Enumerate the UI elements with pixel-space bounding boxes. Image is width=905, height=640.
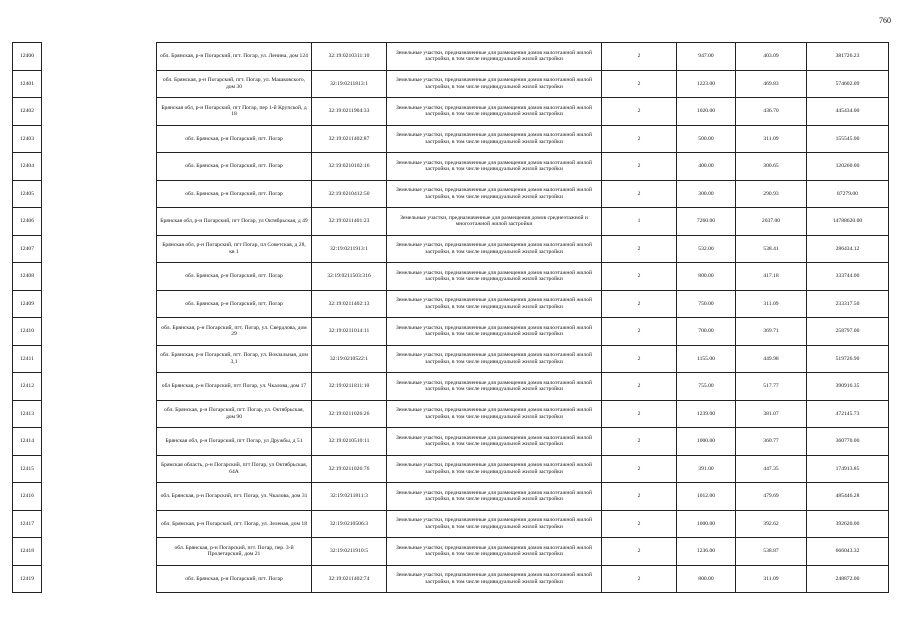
cell-record-id: 12416 (13, 483, 42, 511)
cell-area: 7260.00 (677, 208, 736, 236)
cell-land-purpose: Земельные участки, предназначенные для размещения домов малоэтажной жилой застройки, в том числе индивидуальной жилой застройки (387, 70, 602, 98)
cell-area: 300.00 (677, 180, 736, 208)
cell-address: обл. Брянская, р-н Погарский, пгт. Погар, ул. Вокзальная, дом 3,1 (157, 345, 312, 373)
cell-cadastral-number: 32:19:0211811:10 (312, 373, 387, 401)
cell-address: обл. Брянская, р-н Погарский, пгт. Погар, ул. Октябрьская, дом 90 (157, 400, 312, 428)
cell-specific-value: 538.87 (736, 538, 807, 566)
cell-cadastral-value: 519726.90 (807, 345, 889, 373)
cell-cadastral-number: 32:19:0210510:11 (312, 428, 387, 456)
cell-address: обл. Брянская, р-н Погарский, пгт. Погар (157, 565, 312, 593)
cell-gap (42, 373, 157, 401)
cell-cadastral-value: 485446.28 (807, 483, 889, 511)
cell-cadastral-value: 120260.00 (807, 153, 889, 181)
cell-cadastral-value: 472145.73 (807, 400, 889, 428)
cell-group: 2 (602, 235, 677, 263)
cell-area: 500.00 (677, 125, 736, 153)
cell-group: 2 (602, 565, 677, 593)
cell-cadastral-value: 392620.00 (807, 510, 889, 538)
cell-group: 2 (602, 290, 677, 318)
cell-address: обл. Брянская, р-н Погарский, пгт. Погар, ул. Свердлова, дом 29 (157, 318, 312, 346)
cell-gap (42, 400, 157, 428)
cell-record-id: 12403 (13, 125, 42, 153)
table-row (13, 263, 889, 291)
cell-land-purpose: Земельные участки, предназначенные для размещения домов малоэтажной жилой застройки, в том числе индивидуальной жилой застройки (387, 483, 602, 511)
cell-specific-value: 469.83 (736, 70, 807, 98)
cell-record-id: 12400 (13, 43, 42, 71)
cell-group: 2 (602, 98, 677, 126)
cell-cadastral-value: 248872.00 (807, 565, 889, 593)
cell-cadastral-value: 381726.23 (807, 43, 889, 71)
cell-area: 755.00 (677, 373, 736, 401)
cell-cadastral-value: 360770.00 (807, 428, 889, 456)
cell-address: Брянская обл, р-н Погарский, пгт Погар, пер 1-й Крупской, д 18 (157, 98, 312, 126)
cell-area: 700.00 (677, 318, 736, 346)
cell-area: 750.00 (677, 290, 736, 318)
cell-group: 2 (602, 43, 677, 71)
cell-group: 2 (602, 153, 677, 181)
table-row (13, 125, 889, 153)
cell-address: обл. Брянская, р-н Погарский, пгт. Погар (157, 125, 312, 153)
cadastral-registry-table (12, 42, 889, 593)
cell-area: 532.00 (677, 235, 736, 263)
cell-gap (42, 483, 157, 511)
cell-gap (42, 180, 157, 208)
cell-group: 2 (602, 373, 677, 401)
cell-specific-value: 311.09 (736, 290, 807, 318)
cell-cadastral-number: 32:19:0211813:1 (312, 70, 387, 98)
cell-group: 2 (602, 538, 677, 566)
cell-address: Брянская обл, р-н Погарский, пгт Погар, ул Октябрьская, д 49 (157, 208, 312, 236)
cell-cadastral-value: 286434.12 (807, 235, 889, 263)
table-row (13, 70, 889, 98)
cell-group: 2 (602, 180, 677, 208)
cell-cadastral-value: 233317.50 (807, 290, 889, 318)
table-row (13, 510, 889, 538)
table-row (13, 538, 889, 566)
cell-land-purpose: Земельные участки, предназначенные для размещения домов малоэтажной жилой застройки, в том числе индивидуальной жилой застройки (387, 565, 602, 593)
cell-gap (42, 153, 157, 181)
cell-specific-value: 403.09 (736, 43, 807, 71)
cell-address: обл. Брянская, р-н Погарский, пгт. Погар (157, 263, 312, 291)
cell-cadastral-value: 666043.32 (807, 538, 889, 566)
cell-record-id: 12406 (13, 208, 42, 236)
cell-specific-value: 538.41 (736, 235, 807, 263)
table-row (13, 565, 889, 593)
cell-cadastral-number: 32:19:0210412:50 (312, 180, 387, 208)
cell-area: 1000.00 (677, 428, 736, 456)
cell-cadastral-number: 32:19:0211401:23 (312, 208, 387, 236)
cell-record-id: 12407 (13, 235, 42, 263)
cell-record-id: 12411 (13, 345, 42, 373)
cell-group: 2 (602, 318, 677, 346)
cell-group: 2 (602, 125, 677, 153)
cell-address: обл. Брянская, р-н Погарский, пгт. Погар (157, 290, 312, 318)
cell-gap (42, 290, 157, 318)
cell-gap (42, 538, 157, 566)
cell-record-id: 12412 (13, 373, 42, 401)
cell-cadastral-number: 32:19:0210102:16 (312, 153, 387, 181)
cell-area: 400.00 (677, 153, 736, 181)
cell-address: обл. Брянская, р-н Погарский, пгт. Погар, пер. 3-й Пролетарский, дом 21 (157, 538, 312, 566)
cell-land-purpose: Земельные участки, предназначенные для размещения домов малоэтажной жилой застройки, в том числе индивидуальной жилой застройки (387, 318, 602, 346)
cell-cadastral-value: 574602.09 (807, 70, 889, 98)
cell-cadastral-value: 258797.00 (807, 318, 889, 346)
cell-address: обл. Брянская, р-н Погарский, пгт. Погар (157, 180, 312, 208)
cell-land-purpose: Земельные участки, предназначенные для размещения домов малоэтажной жилой застройки, в том числе индивидуальной жилой застройки (387, 98, 602, 126)
cell-area: 391.00 (677, 455, 736, 483)
table-row (13, 153, 889, 181)
table-row (13, 373, 889, 401)
cell-address: обл. Брянская, р-н Погарский, пгт. Погар, ул. Чкалова, дом 31 (157, 483, 312, 511)
page-number: 760 (879, 16, 891, 25)
cell-group: 2 (602, 483, 677, 511)
cell-cadastral-number: 32:19:0211904:33 (312, 98, 387, 126)
table-row (13, 290, 889, 318)
cell-land-purpose: Земельные участки, предназначенные для размещения домов малоэтажной жилой застройки, в том числе индивидуальной жилой застройки (387, 455, 602, 483)
cell-group: 1 (602, 208, 677, 236)
cell-land-purpose: Земельные участки, предназначенные для размещения домов малоэтажной жилой застройки, в том числе индивидуальной жилой застройки (387, 538, 602, 566)
cell-land-purpose: Земельные участки, предназначенные для размещения домов малоэтажной жилой застройки, в том числе индивидуальной жилой застройки (387, 235, 602, 263)
cell-cadastral-value: 174913.85 (807, 455, 889, 483)
cell-record-id: 12401 (13, 70, 42, 98)
cell-gap (42, 43, 157, 71)
cell-specific-value: 2037.00 (736, 208, 807, 236)
cell-specific-value: 360.77 (736, 428, 807, 456)
cell-area: 1236.00 (677, 538, 736, 566)
cell-address: Брянская обл, р-н Погарский, пгт Погар, пл Советская, д 28, кв 1 (157, 235, 312, 263)
cell-cadastral-number: 32:19:0211503:316 (312, 263, 387, 291)
cell-cadastral-number: 32:19:0211014:11 (312, 318, 387, 346)
cell-cadastral-number: 32:19:0211402:87 (312, 125, 387, 153)
cell-cadastral-number: 32:19:0210522:1 (312, 345, 387, 373)
cell-address: обл. Брянская, р-н Погарский, пгт. Погар (157, 153, 312, 181)
cell-cadastral-number: 32:19:0211910:5 (312, 538, 387, 566)
cell-area: 1239.00 (677, 400, 736, 428)
cell-land-purpose: Земельные участки, предназначенные для размещения домов малоэтажной жилой застройки, в том числе индивидуальной жилой застройки (387, 153, 602, 181)
cell-specific-value: 381.07 (736, 400, 807, 428)
cell-group: 2 (602, 510, 677, 538)
cell-record-id: 12408 (13, 263, 42, 291)
table-row (13, 455, 889, 483)
cell-gap (42, 208, 157, 236)
cell-gap (42, 455, 157, 483)
cell-land-purpose: Земельные участки, предназначенные для размещения домов малоэтажной жилой застройки, в том числе индивидуальной жилой застройки (387, 125, 602, 153)
cell-record-id: 12409 (13, 290, 42, 318)
cell-cadastral-value: 390916.35 (807, 373, 889, 401)
cell-area: 800.00 (677, 565, 736, 593)
table-row (13, 318, 889, 346)
cell-gap (42, 235, 157, 263)
table-row (13, 400, 889, 428)
cell-group: 2 (602, 400, 677, 428)
cell-address: Брянская обл, р-н Погарский, пгт Погар, ул Дружбы, д 51 (157, 428, 312, 456)
table-row (13, 180, 889, 208)
cell-land-purpose: Земельные участки, предназначенные для размещения домов малоэтажной жилой застройки, в том числе индивидуальной жилой застройки (387, 263, 602, 291)
cell-gap (42, 125, 157, 153)
cell-gap (42, 263, 157, 291)
cell-address: обл Брянская, р-н Погарский, пгт Погар, ул. Чкалова, дом 17 (157, 373, 312, 401)
cell-address: обл. Брянская, р-н Погарский, пгт. Погар, ул. Машковского, дом 30 (157, 70, 312, 98)
cell-area: 1020.00 (677, 98, 736, 126)
cell-record-id: 12415 (13, 455, 42, 483)
cell-cadastral-number: 32:19:0211811:3 (312, 483, 387, 511)
cell-specific-value: 300.65 (736, 153, 807, 181)
cell-land-purpose: Земельные участки, предназначенные для размещения домов малоэтажной жилой застройки, в том числе индивидуальной жилой застройки (387, 290, 602, 318)
cell-land-purpose: Земельные участки, предназначенные для размещения домов малоэтажной жилой застройки, в том числе индивидуальной жилой застройки (387, 180, 602, 208)
cell-area: 947.00 (677, 43, 736, 71)
table-row (13, 98, 889, 126)
cell-record-id: 12414 (13, 428, 42, 456)
cell-land-purpose: Земельные участки, предназначенные для размещения домов малоэтажной жилой застройки, в том числе индивидуальной жилой застройки (387, 400, 602, 428)
cell-land-purpose: Земельные участки, предназначенные для размещения домов малоэтажной жилой застройки, в том числе индивидуальной жилой застройки (387, 373, 602, 401)
cell-land-purpose: Земельные участки, предназначенные для размещения домов малоэтажной жилой застройки, в том числе индивидуальной жилой застройки (387, 345, 602, 373)
cell-specific-value: 447.35 (736, 455, 807, 483)
cell-cadastral-number: 32:19:0210311:10 (312, 43, 387, 71)
table-row (13, 43, 889, 71)
cell-address: обл. Брянская, р-н Погарский, пгт. Погар, ул. Ленина, дом 124 (157, 43, 312, 71)
cell-gap (42, 98, 157, 126)
table-row (13, 345, 889, 373)
cell-cadastral-number: 32:19:0211026:76 (312, 455, 387, 483)
cell-record-id: 12413 (13, 400, 42, 428)
cell-group: 2 (602, 345, 677, 373)
cell-land-purpose: Земельные участки, предназначенные для размещения домов среднеэтажной и многоэтажной жилой застройки (387, 208, 602, 236)
cell-record-id: 12418 (13, 538, 42, 566)
cell-gap (42, 318, 157, 346)
cell-cadastral-value: 14788620.00 (807, 208, 889, 236)
cell-record-id: 12410 (13, 318, 42, 346)
cell-gap (42, 510, 157, 538)
cell-cadastral-value: 445434.00 (807, 98, 889, 126)
table-row (13, 483, 889, 511)
cell-area: 1223.00 (677, 70, 736, 98)
cell-gap (42, 565, 157, 593)
cell-specific-value: 449.98 (736, 345, 807, 373)
cell-specific-value: 436.70 (736, 98, 807, 126)
cell-group: 2 (602, 70, 677, 98)
cell-area: 1012.00 (677, 483, 736, 511)
cell-group: 2 (602, 428, 677, 456)
cell-specific-value: 311.09 (736, 125, 807, 153)
cell-specific-value: 417.18 (736, 263, 807, 291)
cell-land-purpose: Земельные участки, предназначенные для размещения домов малоэтажной жилой застройки, в том числе индивидуальной жилой застройки (387, 428, 602, 456)
cell-cadastral-value: 155545.00 (807, 125, 889, 153)
cell-gap (42, 345, 157, 373)
cell-area: 1155.00 (677, 345, 736, 373)
cell-specific-value: 290.93 (736, 180, 807, 208)
cell-address: обл. Брянская, р-н Погарский, пгт. Погар, ул. Зеленая, дом 18 (157, 510, 312, 538)
table-row (13, 428, 889, 456)
cell-cadastral-number: 32:19:0211402:13 (312, 290, 387, 318)
cell-group: 2 (602, 455, 677, 483)
cell-area: 800.00 (677, 263, 736, 291)
cell-gap (42, 70, 157, 98)
cell-cadastral-number: 32:19:0210506:3 (312, 510, 387, 538)
cell-cadastral-value: 87279.00 (807, 180, 889, 208)
cell-cadastral-number: 32:19:0211026:26 (312, 400, 387, 428)
cell-group: 2 (602, 263, 677, 291)
cell-cadastral-number: 32:19:0211913:1 (312, 235, 387, 263)
cell-cadastral-number: 32:19:0211402:74 (312, 565, 387, 593)
cell-land-purpose: Земельные участки, предназначенные для размещения домов малоэтажной жилой застройки, в том числе индивидуальной жилой застройки (387, 43, 602, 71)
cell-address: Брянская область, р-н Погарский, пгт Погар, ул Октябрьская, 64А (157, 455, 312, 483)
cell-land-purpose: Земельные участки, предназначенные для размещения домов малоэтажной жилой застройки, в том числе индивидуальной жилой застройки (387, 510, 602, 538)
cell-record-id: 12419 (13, 565, 42, 593)
table-body (13, 43, 889, 593)
cell-specific-value: 392.62 (736, 510, 807, 538)
table-row (13, 235, 889, 263)
cell-record-id: 12404 (13, 153, 42, 181)
cell-record-id: 12402 (13, 98, 42, 126)
table-row (13, 208, 889, 236)
cell-area: 1000.00 (677, 510, 736, 538)
cell-cadastral-value: 333744.00 (807, 263, 889, 291)
cell-specific-value: 311.09 (736, 565, 807, 593)
cell-record-id: 12405 (13, 180, 42, 208)
cell-specific-value: 517.77 (736, 373, 807, 401)
cell-gap (42, 428, 157, 456)
cell-specific-value: 369.71 (736, 318, 807, 346)
cell-record-id: 12417 (13, 510, 42, 538)
cell-specific-value: 479.69 (736, 483, 807, 511)
